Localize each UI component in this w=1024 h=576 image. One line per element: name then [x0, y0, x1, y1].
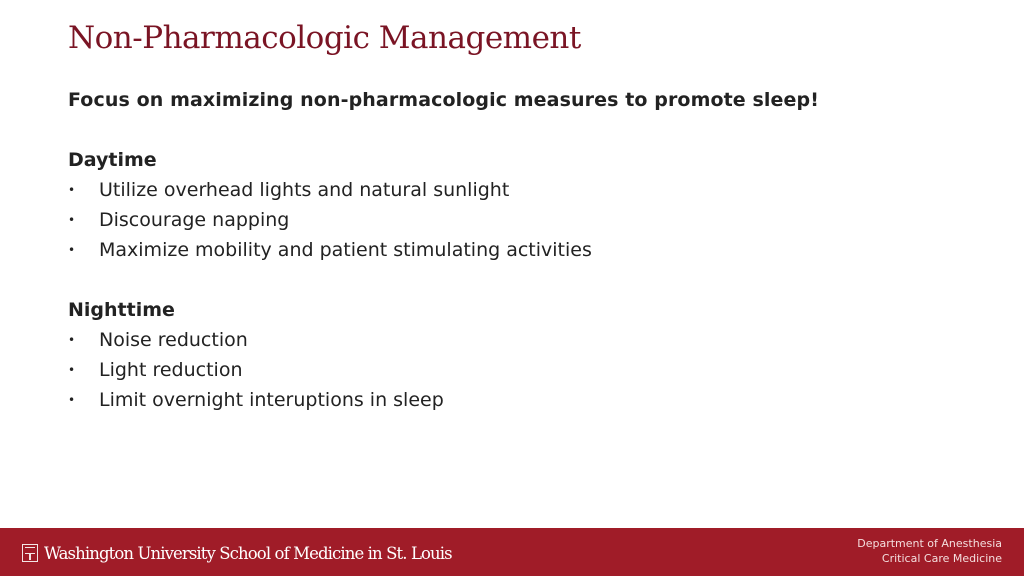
list-item	[68, 205, 592, 235]
bullet-icon: •	[68, 393, 76, 407]
bullet-icon: •	[68, 213, 76, 227]
list-item	[68, 355, 444, 385]
slide-title: Non-Pharmacologic Management	[68, 20, 581, 56]
list-item-text: Discourage napping	[99, 209, 290, 231]
bullet-icon: •	[68, 363, 76, 377]
list-item-text: Maximize mobility and patient stimulating activities	[99, 239, 592, 261]
list-item-text: Limit overnight interuptions in sleep	[99, 389, 444, 411]
university-crest-icon	[22, 544, 38, 562]
department-line-1: Department of Anesthesia	[857, 537, 1002, 550]
logo-text: Washington University School of Medicine in St. Louis	[44, 543, 452, 563]
slide-subtitle: Focus on maximizing non-pharmacologic measures to promote sleep!	[68, 89, 819, 111]
list-item	[68, 175, 592, 205]
daytime-list	[68, 175, 592, 265]
nighttime-section	[68, 295, 444, 415]
list-item	[68, 325, 444, 355]
nighttime-list	[68, 325, 444, 415]
bullet-icon: •	[68, 243, 76, 257]
department-line-2: Critical Care Medicine	[881, 552, 1002, 565]
department-label	[857, 536, 1002, 566]
bullet-icon: •	[68, 333, 76, 347]
list-item-text: Light reduction	[99, 359, 243, 381]
university-logo	[22, 543, 452, 563]
list-item	[68, 235, 592, 265]
list-item	[68, 385, 444, 415]
nighttime-heading: Nighttime	[68, 299, 175, 321]
footer-bar	[0, 528, 1024, 576]
bullet-icon: •	[68, 183, 76, 197]
daytime-section	[68, 145, 592, 265]
list-item-text: Noise reduction	[99, 329, 248, 351]
list-item-text: Utilize overhead lights and natural sunlight	[99, 179, 510, 201]
daytime-heading: Daytime	[68, 149, 157, 171]
